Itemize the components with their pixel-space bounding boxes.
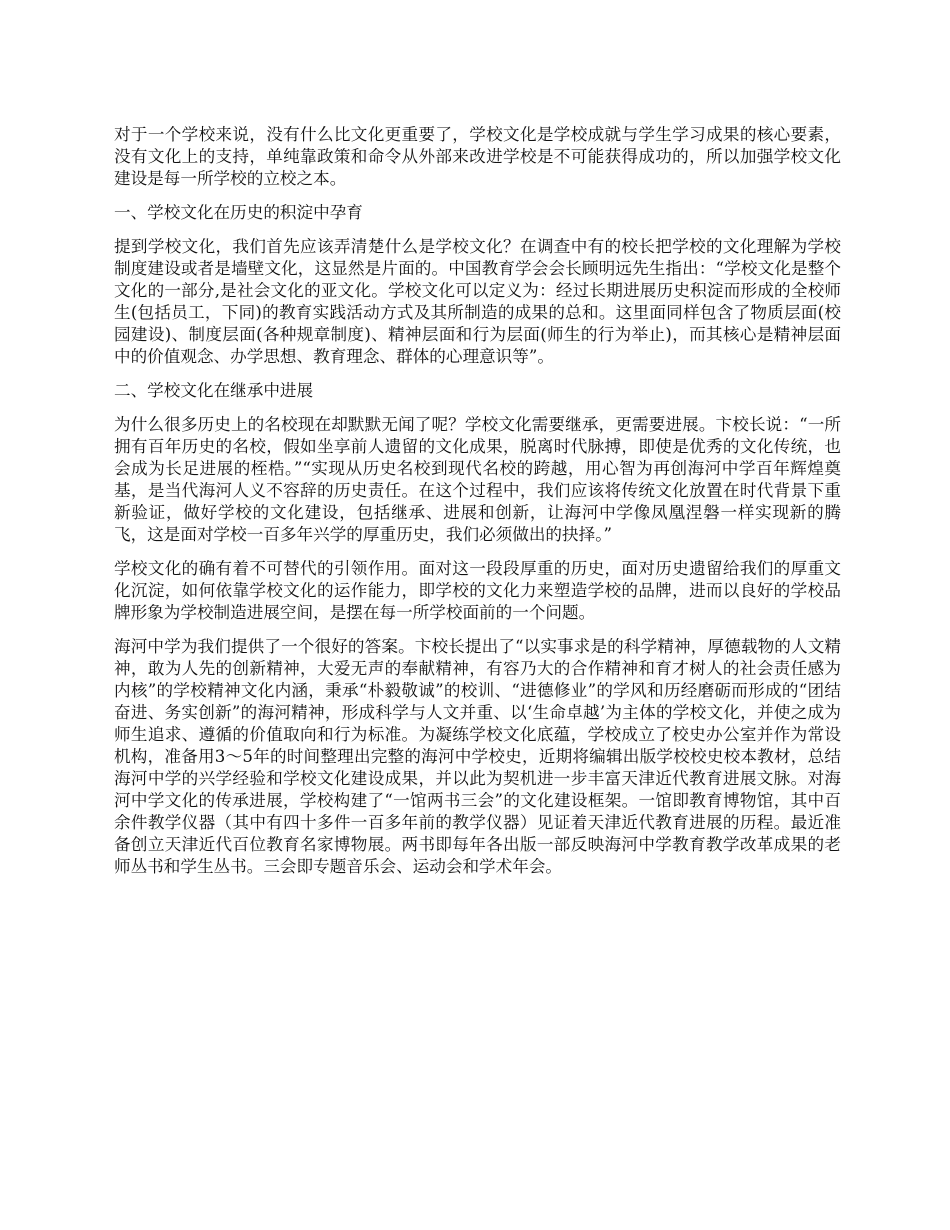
intro-paragraph: 对于一个学校来说，没有什么比文化更重要了，学校文化是学校成就与学生学习成果的核心要素，没有文化上的支持，单纯靠政策和命令从外部来改进学校是不可能获得成功的，所以加强学校文化建设是每一所学校的立校之本。 [114, 125, 841, 188]
section-2-paragraph-3: 海河中学为我们提供了一个很好的答案。卞校长提出了“以实事求是的科学精神，厚德载物的人文精神，敢为人先的创新精神，大爱无声的奉献精神，有容乃大的合作精神和育才树人的社会责任感为内核”的学校精神文化内涵，秉承“朴毅敬诚”的校训、“进德修业”的学风和历经磨砺而形成的“团结奋进、务实创新”的海河精神，形成科学与人文并重、以‘生命卓越’为主体的学校文化，并使之成为师生追求、遵循的价值取向和行为标准。为凝练学校文化底蕴，学校成立了校史办公室并作为常设机构，准备用3～5年的时间整理出完整的海河中学校史，近期将编辑出版学校校史校本教材，总结海河中学的兴学经验和学校文化建设成果，并以此为契机进一步丰富天津近代教育进展文脉。对海河中学文化的传承进展，学校构建了“一馆两书三会”的文化建设框架。一馆即教育博物馆，其中百余件教学仪器（其中有四十多件一百多年前的教学仪器）见证着天津近代教育进展的历程。最近准备创立天津近代百位教育名家博物展。两书即每年各出版一部反映海河中学教育教学改革成果的老师丛书和学生丛书。三会即专题音乐会、运动会和学术年会。 [114, 637, 841, 876]
section-2-paragraph-2: 学校文化的确有着不可替代的引领作用。面对这一段段厚重的历史，面对历史遗留给我们的厚重文化沉淀，如何依靠学校文化的运作能力，即学校的文化力来塑造学校的品牌，进而以良好的学校品牌形象为学校制造进展空间，是摆在每一所学校面前的一个问题。 [114, 559, 841, 622]
section-1-paragraph: 提到学校文化，我们首先应该弄清楚什么是学校文化？在调查中有的校长把学校的文化理解为学校制度建设或者是墙壁文化，这显然是片面的。中国教育学会会长顾明远先生指出：“学校文化是整个文化的一部分,是社会文化的亚文化。学校文化可以定义为：经过长期进展历史积淀而形成的全校师生(包括员工，下同)的教育实践活动方式及其所制造的成果的总和。这里面同样包含了物质层面(校园建设)、制度层面(各种规章制度)、精神层面和行为层面(师生的行为举止)，而其核心是精神层面中的价值观念、办学思想、教育理念、群体的心理意识等”。 [114, 237, 841, 366]
document-body [114, 124, 841, 890]
section-2-paragraph-1: 为什么很多历史上的名校现在却默默无闻了呢？学校文化需要继承，更需要进展。卞校长说：“一所拥有百年历史的名校，假如坐享前人遗留的文化成果，脱离时代脉搏，即使是优秀的文化传统，也会成为长足进展的桎梏。”“实现从历史名校到现代名校的跨越，用心智为再创海河中学百年辉煌奠基，是当代海河人义不容辞的历史责任。在这个过程中，我们应该将传统文化放置在时代背景下重新验证，做好学校的文化建设，包括继承、进展和创新，让海河中学像凤凰涅磐一样实现新的腾飞，这是面对学校一百多年兴学的厚重历史，我们必须做出的抉择。” [114, 415, 841, 544]
section-heading-1: 一、学校文化在历史的积淀中孕育 [114, 203, 363, 222]
section-heading-2: 二、学校文化在继承中进展 [114, 381, 314, 400]
